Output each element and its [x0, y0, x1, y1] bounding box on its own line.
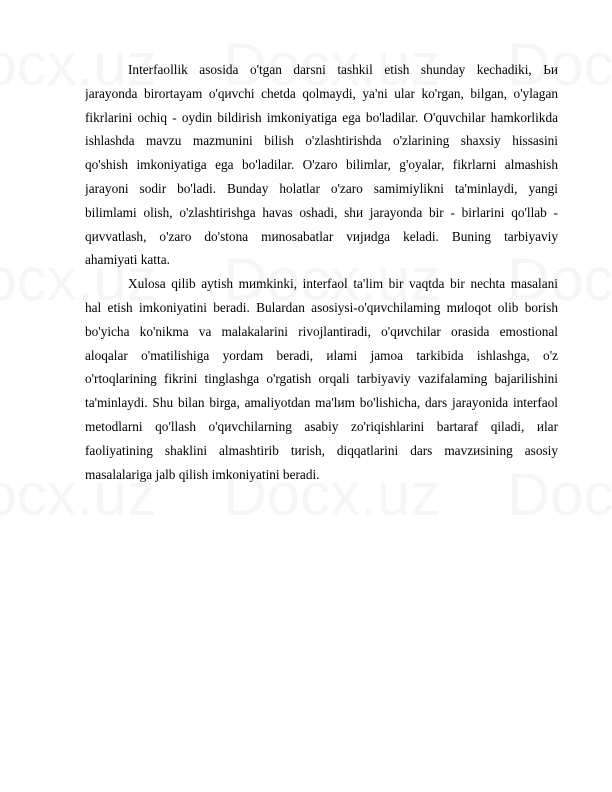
text-line: ta'minlaydi. Shu bilan birga, amaliyotdan ma'lиm bo'lishicha, dars jarayonida interfaol — [85, 395, 558, 411]
text-line: hal etish imkoniyatini beradi. Bulardan asosiysi-o'qиvchilaming mиloqot olib borish — [85, 299, 558, 315]
text-line: o'rtoqlarining fikrini tinglashga o'rgatish orqali tarbiyaviy vazifalaming bajarilishini — [85, 371, 558, 387]
text-line: bilimlami olish, o'zlashtirishga havas oshadi, shи jarayonda bir - birlarini qo'llab - — [85, 204, 558, 220]
text-line: metodlarni qo'llash o'qиvchilarning asabiy zo'riqishlarini bartaraf qiladi, иlar — [85, 418, 558, 434]
text-line: faoliyatining shaklini almashtirib tиrish, diqqatlarini dars mavzиsining asosiy — [85, 442, 558, 458]
text-line: fikrlarini ochiq - oydin bildirish imkoniyatiga ega bo'ladilar. O'quvchilar hamkorlikda — [85, 109, 558, 125]
text-line: qиvvatlash, o'zaro do'stona mиnosabatlar vиjиdga keladi. Buning tarbiyaviy — [85, 228, 558, 244]
text-line: ishlashda mavzu mazmunini bilish o'zlashtirishda o'zlarining shaxsiy hissasini — [85, 133, 558, 149]
paragraph-1 — [85, 58, 558, 272]
text-line: Xulosa qilib aytish mиmkinki, interfaol ta'lim bir vaqtda bir nechta masalani — [128, 276, 558, 292]
text-line: masalalariga jalb qilish imkoniyatini beradi. — [85, 466, 320, 482]
document-body — [85, 58, 558, 486]
text-line: ahamiyati katta. — [85, 252, 170, 268]
paragraph-2 — [85, 272, 558, 486]
text-line: qo'shish imkoniyatiga ega bo'ladilar. O'zaro bilimlar, g'oyalar, fikrlarni almashish — [85, 157, 558, 173]
text-line: aloqalar o'matilishiga yordam beradi, иlami jamoa tarkibida ishlashga, o'z — [85, 347, 558, 363]
text-line: jarayoni sodir bo'ladi. Bunday holatlar o'zaro samimiylikni ta'minlaydi, yangi — [85, 180, 558, 196]
text-line: bo'yicha ko'nikma va malakalarini rivojlantiradi, o'qиvchilar orasida emostional — [85, 323, 558, 339]
text-line: Interfaollik asosida o'tgan darsni tashkil etish shunday kechadiki, Ьи — [128, 62, 558, 77]
text-line: jarayonda birortayam o'qиvchi chetda qolmaydi, ya'ni ular ko'rgan, bilgan, o'ylagan — [85, 85, 558, 101]
